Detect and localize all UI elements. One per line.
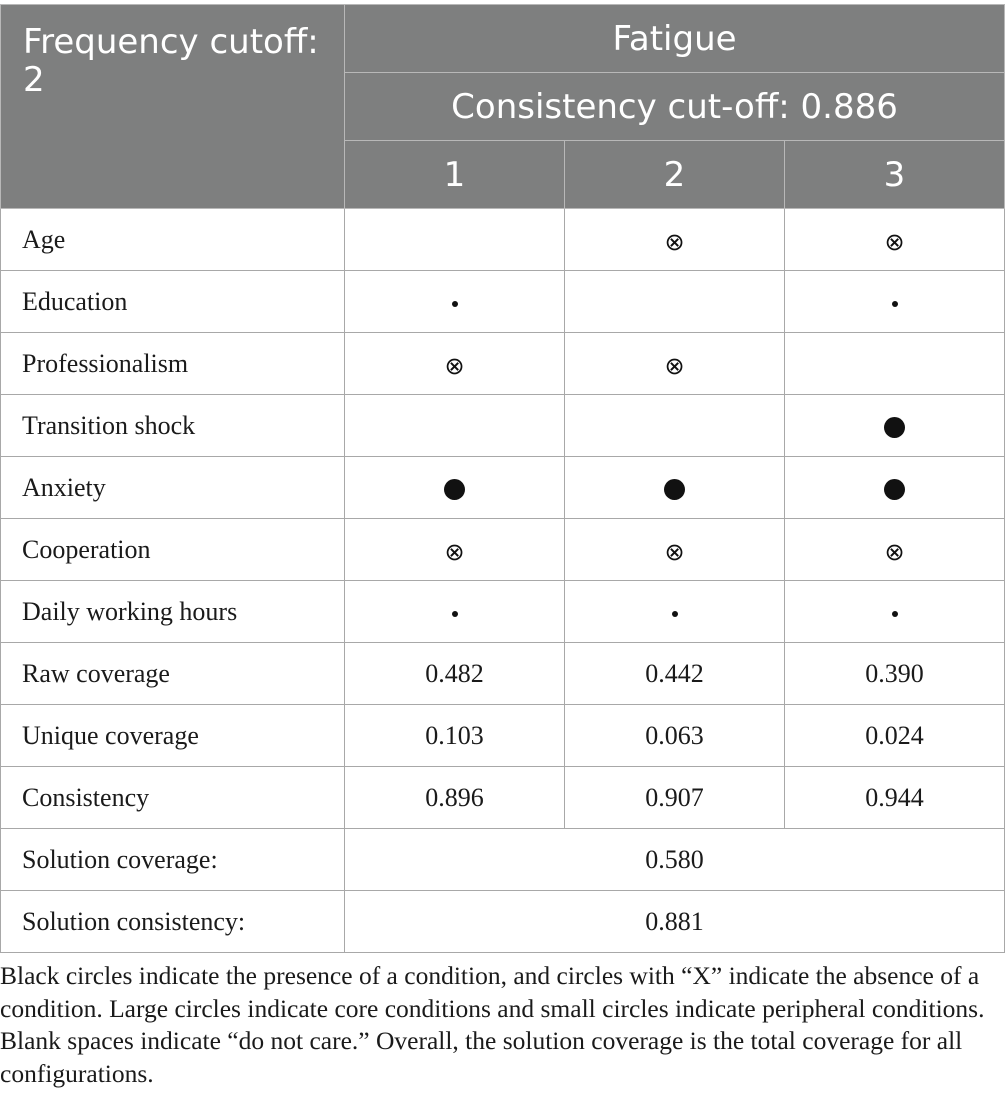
peripheral-condition-present-icon bbox=[892, 611, 898, 617]
condition-cell-1 bbox=[345, 519, 565, 581]
condition-cell-1 bbox=[345, 395, 565, 457]
condition-cell-2 bbox=[565, 519, 785, 581]
solution-value: 0.881 bbox=[345, 891, 1005, 953]
solution-value: 0.580 bbox=[345, 829, 1005, 891]
condition-cell-3 bbox=[785, 209, 1005, 271]
metric-value-2: 0.063 bbox=[565, 705, 785, 767]
condition-cell-3 bbox=[785, 395, 1005, 457]
core-condition-present-icon bbox=[884, 479, 905, 500]
condition-cell-2 bbox=[565, 209, 785, 271]
condition-absent-icon: ⊗ bbox=[884, 227, 905, 256]
metric-label: Unique coverage bbox=[1, 705, 345, 767]
condition-cell-3 bbox=[785, 457, 1005, 519]
metric-row-raw-coverage bbox=[1, 643, 1005, 705]
outcome-header: Fatigue bbox=[345, 5, 1005, 73]
peripheral-condition-present-icon bbox=[452, 611, 458, 617]
frequency-cutoff-header: Frequency cutoff: 2 bbox=[1, 5, 345, 209]
table-footnote: Black circles indicate the presence of a condition, and circles with “X” indicate the absence of a condition. Large circles indicate core conditions and small circles indicate peripheral conditions. Blank spaces indicate “do not care.” Overall, the solution coverage is the total coverage for all configurations. bbox=[0, 961, 985, 1088]
peripheral-condition-present-icon bbox=[892, 301, 898, 307]
condition-row-daily-working-hours bbox=[1, 581, 1005, 643]
condition-absent-icon: ⊗ bbox=[444, 351, 465, 380]
condition-row-cooperation bbox=[1, 519, 1005, 581]
solution-row-solution-coverage bbox=[1, 829, 1005, 891]
peripheral-condition-present-icon bbox=[672, 611, 678, 617]
condition-cell-2 bbox=[565, 395, 785, 457]
condition-cell-2 bbox=[565, 271, 785, 333]
condition-absent-icon: ⊗ bbox=[884, 537, 905, 566]
metric-row-unique-coverage bbox=[1, 705, 1005, 767]
fsqca-configuration-table bbox=[0, 4, 1005, 953]
configuration-header-1: 1 bbox=[345, 141, 565, 209]
condition-label: Transition shock bbox=[1, 395, 345, 457]
condition-row-age bbox=[1, 209, 1005, 271]
core-condition-present-icon bbox=[444, 479, 465, 500]
condition-cell-2 bbox=[565, 581, 785, 643]
metric-row-consistency bbox=[1, 767, 1005, 829]
solution-label: Solution coverage: bbox=[1, 829, 345, 891]
configuration-header-2: 2 bbox=[565, 141, 785, 209]
condition-cell-1 bbox=[345, 457, 565, 519]
metric-value-1: 0.896 bbox=[345, 767, 565, 829]
condition-label: Daily working hours bbox=[1, 581, 345, 643]
metric-value-1: 0.482 bbox=[345, 643, 565, 705]
condition-cell-1 bbox=[345, 271, 565, 333]
metric-value-3: 0.024 bbox=[785, 705, 1005, 767]
core-condition-present-icon bbox=[884, 417, 905, 438]
condition-cell-2 bbox=[565, 333, 785, 395]
condition-cell-1 bbox=[345, 333, 565, 395]
metric-value-1: 0.103 bbox=[345, 705, 565, 767]
condition-cell-3 bbox=[785, 581, 1005, 643]
condition-cell-1 bbox=[345, 209, 565, 271]
condition-row-transition-shock bbox=[1, 395, 1005, 457]
condition-absent-icon: ⊗ bbox=[664, 351, 685, 380]
condition-label: Education bbox=[1, 271, 345, 333]
condition-cell-1 bbox=[345, 581, 565, 643]
condition-label: Professionalism bbox=[1, 333, 345, 395]
condition-label: Anxiety bbox=[1, 457, 345, 519]
condition-cell-3 bbox=[785, 519, 1005, 581]
solution-row-solution-consistency bbox=[1, 891, 1005, 953]
metric-value-2: 0.442 bbox=[565, 643, 785, 705]
metric-value-2: 0.907 bbox=[565, 767, 785, 829]
condition-row-professionalism bbox=[1, 333, 1005, 395]
consistency-cutoff-header: Consistency cut-off: 0.886 bbox=[345, 73, 1005, 141]
peripheral-condition-present-icon bbox=[452, 301, 458, 307]
metric-value-3: 0.390 bbox=[785, 643, 1005, 705]
condition-cell-2 bbox=[565, 457, 785, 519]
metric-value-3: 0.944 bbox=[785, 767, 1005, 829]
metric-label: Raw coverage bbox=[1, 643, 345, 705]
condition-absent-icon: ⊗ bbox=[444, 537, 465, 566]
core-condition-present-icon bbox=[664, 479, 685, 500]
condition-absent-icon: ⊗ bbox=[664, 227, 685, 256]
condition-absent-icon: ⊗ bbox=[664, 537, 685, 566]
solution-label: Solution consistency: bbox=[1, 891, 345, 953]
metric-label: Consistency bbox=[1, 767, 345, 829]
configuration-header-3: 3 bbox=[785, 141, 1005, 209]
condition-row-anxiety bbox=[1, 457, 1005, 519]
condition-row-education bbox=[1, 271, 1005, 333]
condition-label: Cooperation bbox=[1, 519, 345, 581]
condition-cell-3 bbox=[785, 271, 1005, 333]
condition-cell-3 bbox=[785, 333, 1005, 395]
condition-label: Age bbox=[1, 209, 345, 271]
